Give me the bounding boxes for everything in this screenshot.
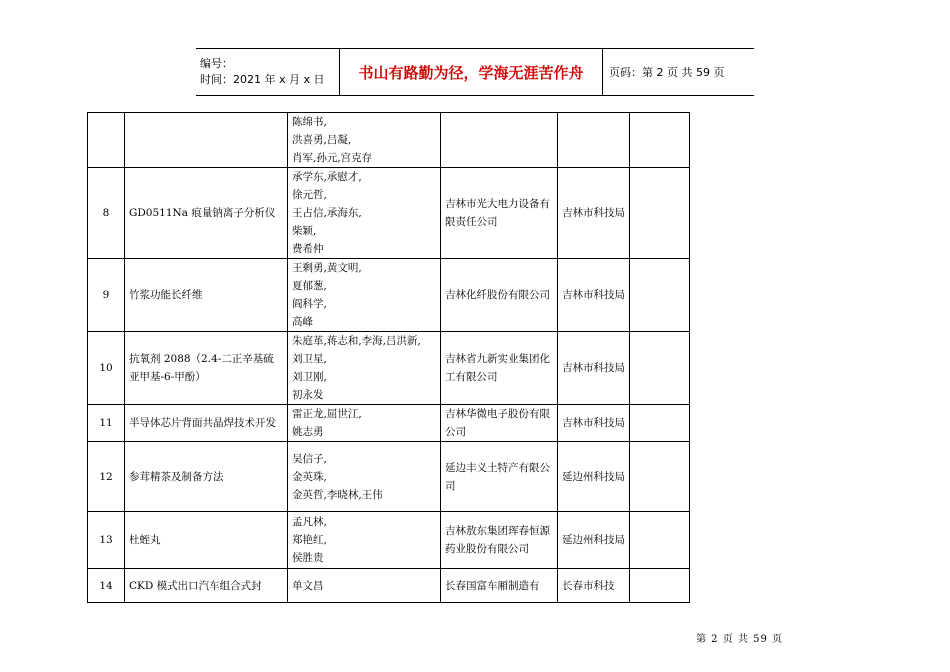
row-number: 14: [88, 569, 125, 603]
project-name: 半导体芯片背面共晶焊技术开发: [125, 405, 288, 442]
row-number: 10: [88, 332, 125, 405]
person-line: 费希仲: [292, 243, 324, 255]
row-number: 8: [88, 168, 125, 259]
person-line: 肖军,孙元,宫克存: [292, 152, 373, 164]
unit-name: 吉林化纤股份有限公司: [441, 259, 558, 332]
empty-cell: [630, 405, 690, 442]
project-name: GD0511Na 痕量钠离子分析仪: [125, 168, 288, 259]
person-line: 雷正龙,屈世江,: [292, 408, 362, 420]
recommender: 延边州科技局: [558, 442, 630, 512]
table-row: [88, 442, 690, 512]
person-line: 金英珠,: [292, 470, 327, 483]
person-line: 王剩勇,黄文明,: [292, 262, 362, 274]
empty-cell: [630, 512, 690, 569]
person-line: 陈绵书,: [292, 116, 327, 128]
person-line: 刘卫刚,: [292, 371, 327, 383]
unit-name: 延边丰义土特产有限公司: [441, 442, 558, 512]
person-line: 夏郁葱,: [292, 280, 327, 292]
empty-cell: [630, 442, 690, 512]
recommender: 吉林市科技局: [558, 259, 630, 332]
recommender: 吉林市科技局: [558, 405, 630, 442]
project-name: 竹浆功能长纤维: [125, 259, 288, 332]
people-cell: [288, 569, 441, 603]
header-page-info: 页码：第 2 页 共 59 页: [609, 66, 725, 79]
header-left: [196, 49, 339, 95]
table-row: [88, 168, 690, 259]
people-cell: [288, 259, 441, 332]
people-cell: [288, 168, 441, 259]
unit-name: 吉林华微电子股份有限公司: [441, 405, 558, 442]
empty-cell: [630, 259, 690, 332]
person-line: 阎科学,: [292, 298, 327, 310]
recommender: 吉林市科技局: [558, 332, 630, 405]
table-row: [88, 512, 690, 569]
person-line: 洪喜勇,吕凝,: [292, 134, 352, 146]
people-cell: [288, 113, 441, 168]
person-line: 徐元哲,: [292, 189, 327, 201]
table-row: [88, 569, 690, 603]
award-table: [87, 112, 690, 603]
person-line: 承学东,承慰才,: [292, 171, 362, 183]
person-line: 郑艳红,: [292, 534, 327, 546]
person-line: 初永发: [292, 389, 324, 401]
project-name: 抗氧剂 2088（2.4-二正辛基硫亚甲基-6-甲酚）: [125, 332, 288, 405]
project-name: 杜蛭丸: [125, 512, 288, 569]
people-cell: [288, 332, 441, 405]
row-number: 11: [88, 405, 125, 442]
unit-name: [441, 113, 558, 168]
row-number: 13: [88, 512, 125, 569]
person-line: 朱庭革,蒋志和,李海,吕洪新,: [292, 335, 421, 347]
time-label: 时间：2021 年 x 月 x 日: [200, 73, 325, 86]
page-footer: 第 2 页 共 59 页: [696, 634, 783, 645]
recommender: 长春市科技: [558, 569, 630, 603]
table-row: [88, 259, 690, 332]
person-line: 金英哲,李晓林,王伟: [292, 488, 383, 501]
table-row: [88, 405, 690, 442]
person-line: 刘卫星,: [292, 353, 327, 365]
table-row: [88, 113, 690, 168]
page-header: [196, 48, 754, 96]
empty-cell: [630, 332, 690, 405]
person-line: 吴信子,: [292, 452, 327, 465]
person-line: 姚志勇: [292, 426, 324, 438]
recommender: [558, 113, 630, 168]
header-motto: 书山有路勤为径，学海无涯苦作舟: [339, 49, 603, 95]
recommender: 吉林市科技局: [558, 168, 630, 259]
row-number: [88, 113, 125, 168]
project-name: [125, 113, 288, 168]
person-line: 单文昌: [292, 579, 324, 592]
project-name: CKD 模式出口汽车组合式封: [125, 569, 288, 603]
people-cell: [288, 512, 441, 569]
people-cell: [288, 442, 441, 512]
person-line: 孟凡林,: [292, 516, 327, 528]
row-number: 9: [88, 259, 125, 332]
unit-name: 吉林市光大电力设备有限责任公司: [441, 168, 558, 259]
unit-name: 吉林省九新实业集团化工有限公司: [441, 332, 558, 405]
unit-name: 长春国富车厢制造有: [441, 569, 558, 603]
person-line: 高峰: [292, 316, 313, 328]
number-label: 编号：: [200, 57, 233, 70]
empty-cell: [630, 168, 690, 259]
people-cell: [288, 405, 441, 442]
empty-cell: [630, 569, 690, 603]
unit-name: 吉林敖东集团珲春恒源药业股份有限公司: [441, 512, 558, 569]
person-line: 侯胜贵: [292, 552, 324, 564]
person-line: 王占信,承海东,: [292, 207, 362, 219]
empty-cell: [630, 113, 690, 168]
recommender: 延边州科技局: [558, 512, 630, 569]
table-row: [88, 332, 690, 405]
person-line: 柴颖,: [292, 225, 317, 237]
row-number: 12: [88, 442, 125, 512]
project-name: 参茸精茶及制备方法: [125, 442, 288, 512]
